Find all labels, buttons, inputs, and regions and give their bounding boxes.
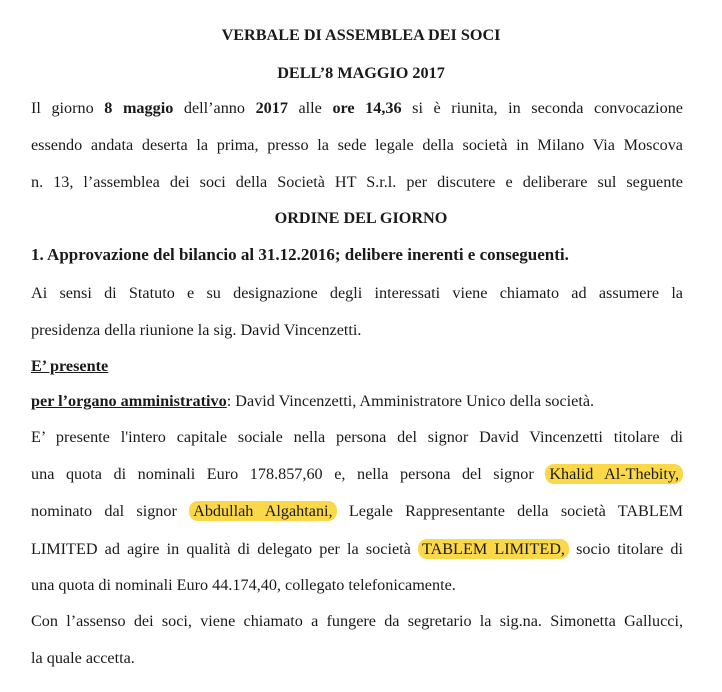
segretario-line-2: la quale accetta.	[31, 649, 135, 667]
organo-label: per l’organo amministrativo	[31, 392, 227, 410]
presidenza-line-2: presidenza della riunione la sig. David Vincenzetti.	[31, 321, 362, 339]
agenda-heading: ORDINE DEL GIORNO	[274, 209, 448, 227]
document-title: VERBALE DI ASSEMBLEA DEI SOCI	[221, 26, 501, 44]
capitale-line-4: LIMITED ad agire in qualità di delegato per la società TABLEM LIMITED, socio titolare di	[31, 540, 683, 558]
organo-line: per l’organo amministrativo: David Vincenzetti, Amministratore Unico della società.	[31, 392, 595, 410]
highlight-company: TABLEM LIMITED,	[418, 539, 569, 559]
attendance-heading: E’ presente	[31, 357, 109, 375]
agenda-item-1: 1. Approvazione del bilancio al 31.12.2016; delibere inerenti e conseguenti.	[31, 245, 569, 264]
meeting-year: 2017	[255, 99, 288, 117]
meeting-time: ore 14,36	[332, 99, 402, 117]
capitale-line-5: una quota di nominali Euro 44.174,40, collegato telefonicamente.	[31, 576, 456, 594]
presidenza-line-1: Ai sensi di Statuto e su designazione degli interessati viene chiamato ad assumere la	[31, 284, 683, 302]
highlight-name-khalid: Khalid Al-Thebity,	[545, 464, 683, 484]
intro-line-2: essendo andata deserta la prima, presso la sede legale della società in Milano Via Moscova	[31, 136, 683, 154]
intro-line-1: Il giorno 8 maggio dell’anno 2017 alle ore 14,36 si è riunita, in seconda convocazione	[31, 99, 683, 117]
capitale-line-3: nominato dal signor Abdullah Algahtani, Legale Rappresentante della società TABLEM	[31, 502, 684, 520]
capitale-line-2: una quota di nominali Euro 178.857,60 e, nella persona del signor Khalid Al-Thebity,	[31, 464, 683, 484]
intro-line-3: n. 13, l’assemblea dei soci della Società HT S.r.l. per discutere e deliberare sul seguente	[31, 173, 683, 191]
meeting-date: 8 maggio	[104, 99, 174, 117]
capitale-line-1: E’ presente l'intero capitale sociale nella persona del signor David Vincenzetti titolare di	[31, 428, 683, 446]
document-date-title: DELL’8 MAGGIO 2017	[277, 64, 445, 82]
highlight-name-abdullah: Abdullah Algahtani,	[189, 501, 336, 521]
segretario-line-1: Con l’assenso dei soci, viene chiamato a fungere da segretario la sig.na. Simonetta Gallucci,	[31, 612, 683, 630]
